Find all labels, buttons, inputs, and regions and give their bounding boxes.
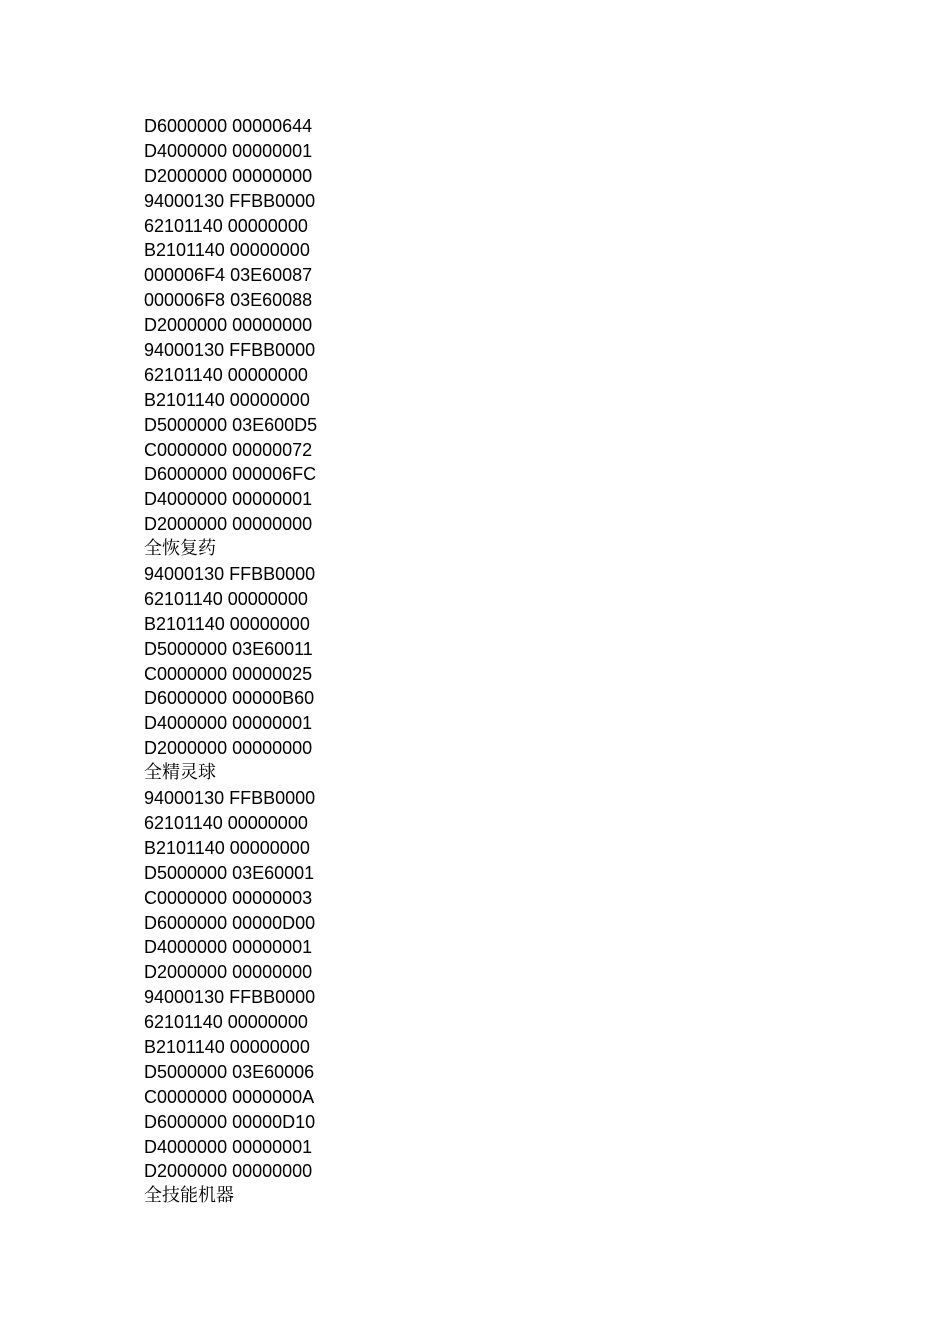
section-heading: 全技能机器 (144, 1185, 234, 1207)
code-line: D4000000 00000001 (144, 489, 313, 510)
code-line: D2000000 00000000 (144, 1161, 313, 1182)
code-line: 62101140 00000000 (144, 812, 308, 833)
code-line: D5000000 03E600D5 (144, 414, 318, 435)
code-line: 62101140 00000000 (144, 364, 308, 385)
code-line: 94000130 FFBB0000 (144, 788, 316, 809)
code-line: D4000000 00000001 (144, 713, 313, 734)
code-line: 62101140 00000000 (144, 588, 308, 609)
code-line: D2000000 00000000 (144, 738, 313, 759)
code-line: 000006F4 03E60087 (144, 265, 313, 286)
code-line: 94000130 FFBB0000 (144, 987, 316, 1008)
code-line: 62101140 00000000 (144, 215, 308, 236)
code-line: B2101140 00000000 (144, 837, 310, 858)
code-line: C0000000 00000003 (144, 887, 313, 908)
section-heading: 全精灵球 (144, 762, 216, 784)
code-line: D5000000 03E60011 (144, 638, 313, 659)
code-line: C0000000 00000072 (144, 439, 313, 460)
code-line: D4000000 00000001 (144, 140, 313, 161)
code-line: 62101140 00000000 (144, 1012, 308, 1033)
code-listing (144, 114, 317, 1209)
code-line: B2101140 00000000 (144, 389, 310, 410)
code-line: 94000130 FFBB0000 (144, 340, 316, 361)
code-line: D5000000 03E60006 (144, 1061, 315, 1082)
code-line: C0000000 0000000A (144, 1086, 315, 1107)
code-line: B2101140 00000000 (144, 240, 310, 261)
code-line: D6000000 00000644 (144, 116, 313, 136)
section-heading: 全恢复药 (144, 538, 216, 560)
code-line: 94000130 FFBB0000 (144, 564, 316, 585)
code-line: D4000000 00000001 (144, 1136, 313, 1157)
code-line: D2000000 00000000 (144, 962, 313, 983)
code-line: D4000000 00000001 (144, 937, 313, 958)
code-line: D2000000 00000000 (144, 514, 313, 535)
code-line: D6000000 00000B60 (144, 688, 315, 709)
code-line: 94000130 FFBB0000 (144, 190, 316, 211)
code-line: D5000000 03E60001 (144, 862, 315, 883)
code-line: B2101140 00000000 (144, 613, 310, 634)
code-line: D6000000 000006FC (144, 464, 317, 485)
code-line: D2000000 00000000 (144, 165, 313, 186)
code-line: C0000000 00000025 (144, 663, 313, 684)
code-line: D6000000 00000D00 (144, 912, 316, 933)
code-line: 000006F8 03E60088 (144, 290, 313, 311)
code-line: B2101140 00000000 (144, 1036, 310, 1057)
code-line: D6000000 00000D10 (144, 1111, 316, 1132)
code-line: D2000000 00000000 (144, 315, 313, 336)
